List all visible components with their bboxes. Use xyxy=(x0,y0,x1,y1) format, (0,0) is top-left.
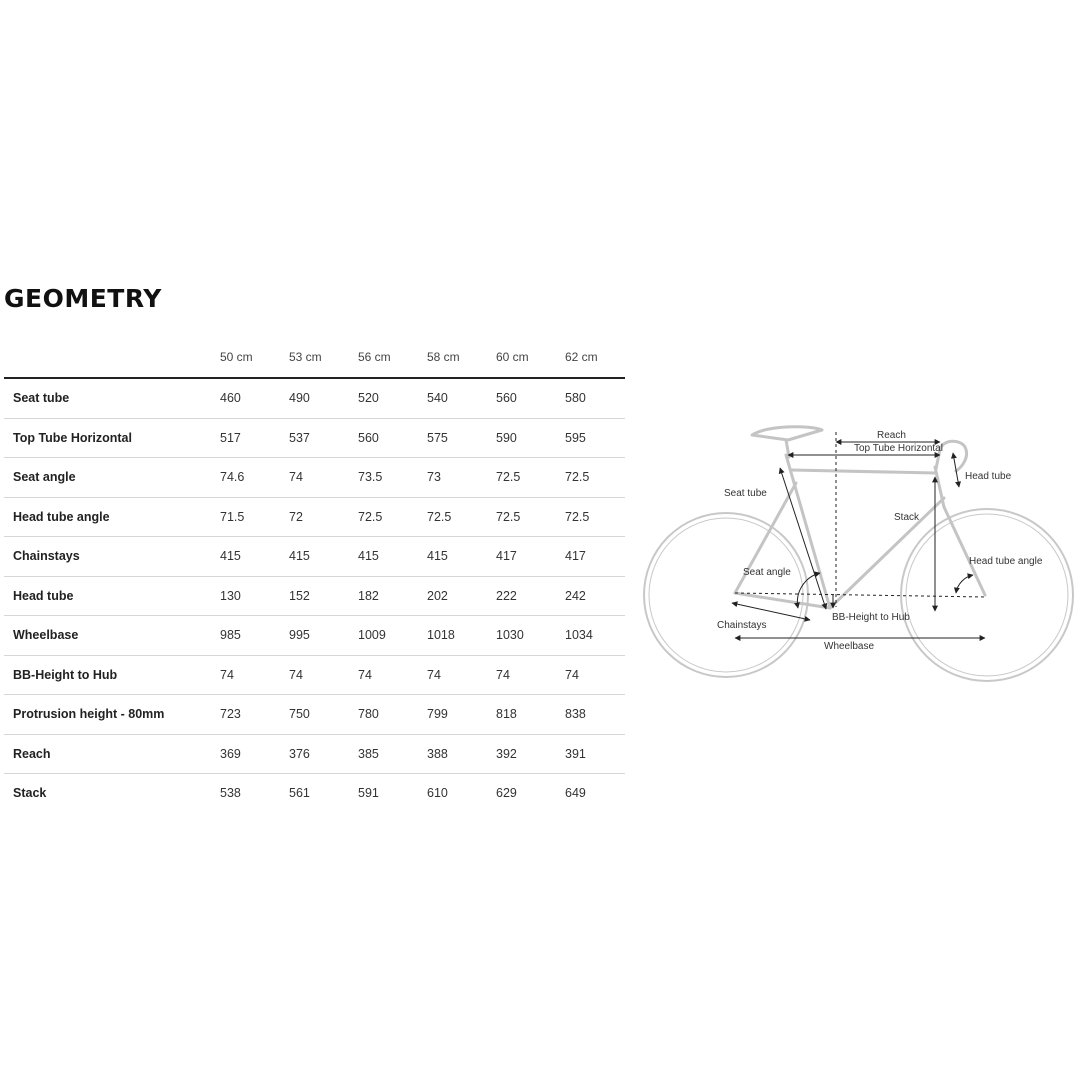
label-wheelbase: Wheelbase xyxy=(824,641,875,652)
table-cell: 460 xyxy=(220,391,241,406)
table-cell: 723 xyxy=(220,707,241,722)
label-reach: Reach xyxy=(877,430,906,441)
size-header: 53 cm xyxy=(289,350,322,364)
table-cell: 388 xyxy=(427,746,448,761)
table-row xyxy=(4,458,625,498)
table-row xyxy=(4,695,625,735)
table-cell: 385 xyxy=(358,746,379,761)
table-cell: 490 xyxy=(289,391,310,406)
table-cell: 417 xyxy=(496,549,517,564)
label-top-tube: Top Tube Horizontal xyxy=(854,443,943,454)
row-label: Top Tube Horizontal xyxy=(13,430,132,445)
table-cell: 72.5 xyxy=(496,470,521,485)
row-label: Seat angle xyxy=(13,470,76,485)
table-cell: 130 xyxy=(220,588,241,603)
table-row xyxy=(4,774,625,813)
size-header: 62 cm xyxy=(565,350,598,364)
table-row xyxy=(4,656,625,696)
table-cell: 74.6 xyxy=(220,470,245,485)
label-head-tube: Head tube xyxy=(965,471,1012,482)
table-cell: 560 xyxy=(358,430,379,445)
table-cell: 591 xyxy=(358,786,379,801)
table-cell: 74 xyxy=(496,667,510,682)
table-cell: 1018 xyxy=(427,628,455,643)
table-cell: 222 xyxy=(496,588,517,603)
table-cell: 74 xyxy=(220,667,234,682)
table-cell: 182 xyxy=(358,588,379,603)
table-cell: 415 xyxy=(358,549,379,564)
table-cell: 538 xyxy=(220,786,241,801)
table-cell: 74 xyxy=(289,470,303,485)
row-label: Stack xyxy=(13,786,47,801)
label-seat-tube: Seat tube xyxy=(724,488,767,499)
row-label: Protrusion height - 80mm xyxy=(13,707,165,722)
table-cell: 73.5 xyxy=(358,470,383,485)
size-header: 50 cm xyxy=(220,350,253,364)
table-cell: 392 xyxy=(496,746,517,761)
label-stack: Stack xyxy=(894,512,920,523)
table-cell: 152 xyxy=(289,588,310,603)
table-cell: 72 xyxy=(289,509,303,524)
table-row xyxy=(4,616,625,656)
size-header: 60 cm xyxy=(496,350,529,364)
table-cell: 540 xyxy=(427,391,448,406)
table-header xyxy=(4,342,625,379)
row-label: Head tube xyxy=(13,588,74,603)
table-cell: 629 xyxy=(496,786,517,801)
table-cell: 595 xyxy=(565,430,586,445)
label-chainstays: Chainstays xyxy=(717,620,767,631)
size-header: 58 cm xyxy=(427,350,460,364)
table-cell: 1030 xyxy=(496,628,524,643)
table-cell: 72.5 xyxy=(427,509,452,524)
table-cell: 415 xyxy=(427,549,448,564)
row-label: Head tube angle xyxy=(13,509,110,524)
table-cell: 995 xyxy=(289,628,310,643)
table-cell: 74 xyxy=(565,667,579,682)
table-cell: 649 xyxy=(565,786,586,801)
table-cell: 838 xyxy=(565,707,586,722)
table-cell: 71.5 xyxy=(220,509,245,524)
table-cell: 575 xyxy=(427,430,448,445)
table-cell: 415 xyxy=(220,549,241,564)
label-bb-height: BB-Height to Hub xyxy=(832,612,910,623)
table-cell: 242 xyxy=(565,588,586,603)
table-cell: 72.5 xyxy=(565,509,590,524)
table-cell: 537 xyxy=(289,430,310,445)
front-wheel xyxy=(901,509,1073,681)
table-cell: 74 xyxy=(427,667,441,682)
table-cell: 1009 xyxy=(358,628,386,643)
bike-geometry-diagram xyxy=(640,415,1080,685)
table-cell: 517 xyxy=(220,430,241,445)
table-cell: 72.5 xyxy=(565,470,590,485)
dimension-lines xyxy=(732,432,985,638)
table-cell: 417 xyxy=(565,549,586,564)
table-cell: 369 xyxy=(220,746,241,761)
table-row xyxy=(4,577,625,617)
table-cell: 561 xyxy=(289,786,310,801)
row-label: Seat tube xyxy=(13,391,70,406)
table-row xyxy=(4,419,625,459)
row-label: Reach xyxy=(13,746,51,761)
size-header: 56 cm xyxy=(358,350,391,364)
row-label: BB-Height to Hub xyxy=(13,667,118,682)
table-cell: 520 xyxy=(358,391,379,406)
table-cell: 74 xyxy=(358,667,372,682)
rear-wheel xyxy=(644,513,808,677)
table-cell: 391 xyxy=(565,746,586,761)
table-cell: 799 xyxy=(427,707,448,722)
table-row xyxy=(4,735,625,775)
row-label: Chainstays xyxy=(13,549,80,564)
table-cell: 560 xyxy=(496,391,517,406)
table-cell: 1034 xyxy=(565,628,593,643)
geometry-table xyxy=(4,342,625,813)
label-head-tube-angle: Head tube angle xyxy=(969,556,1043,567)
table-cell: 610 xyxy=(427,786,448,801)
table-cell: 72.5 xyxy=(496,509,521,524)
table-row xyxy=(4,537,625,577)
table-cell: 202 xyxy=(427,588,448,603)
table-cell: 780 xyxy=(358,707,379,722)
table-row xyxy=(4,498,625,538)
table-cell: 73 xyxy=(427,470,441,485)
page-title: GEOMETRY xyxy=(4,284,162,313)
table-row xyxy=(4,379,625,419)
table-cell: 750 xyxy=(289,707,310,722)
table-cell: 415 xyxy=(289,549,310,564)
table-cell: 72.5 xyxy=(358,509,383,524)
table-cell: 74 xyxy=(289,667,303,682)
table-cell: 580 xyxy=(565,391,586,406)
row-label: Wheelbase xyxy=(13,628,79,643)
label-seat-angle: Seat angle xyxy=(743,567,791,578)
table-cell: 590 xyxy=(496,430,517,445)
table-cell: 818 xyxy=(496,707,517,722)
table-cell: 376 xyxy=(289,746,310,761)
table-cell: 985 xyxy=(220,628,241,643)
